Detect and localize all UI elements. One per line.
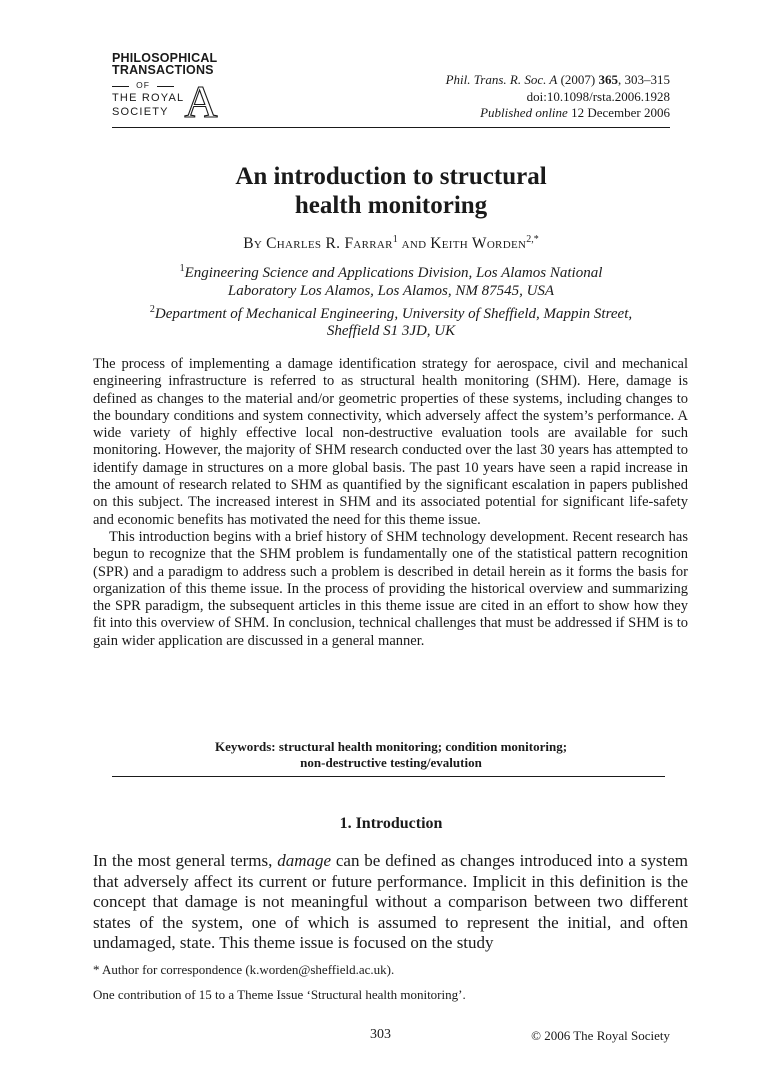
logo-text-transactions: TRANSACTIONS (112, 63, 214, 77)
citation-journal-line (446, 72, 670, 89)
affiliation-1-sup: 1 (179, 263, 185, 274)
logo-text-of: OF (112, 80, 174, 90)
published-date: 12 December 2006 (567, 105, 670, 120)
logo-letter-a-icon (180, 80, 222, 120)
logo-text-the-royal: THE ROYAL (112, 92, 185, 104)
header-divider (112, 127, 670, 128)
published-label: Published online (480, 105, 568, 120)
and-label: and (401, 235, 427, 253)
author-worden-sup: 2,* (526, 234, 539, 245)
logo-text-philosophical: PHILOSOPHICAL (112, 51, 218, 65)
intro-text-start: In the most general terms, (93, 851, 278, 870)
logo-text-society: SOCIETY (112, 106, 169, 118)
abstract-paragraph-2: This introduction begins with a brief history of SHM technology development. Recent research has begun to recognize that the SHM problem is fundamentally one of the statistical pattern recognition (SPR) and a paradigm to address such a problem is described in detail herein as it forms the basis for organization of this theme issue. In the process of providing the historical overview and summarizing the SPR paradigm, the subsequent articles in this theme issue are cited in an effort to show how they fit into this overview of SHM. In conclusion, technical challenges that must be addressed if SHM is to gain wider application are discussed in a general manner. (93, 528, 688, 649)
keywords-line-1: Keywords: structural health monitoring; condition monitoring; (214, 739, 568, 754)
affiliation-2 (96, 301, 686, 324)
affiliation-2-line-1: Department of Mechanical Engineering, University of Sheffield, Mappin Street, (154, 305, 633, 322)
author-list (112, 234, 670, 253)
affiliation-1-line-2: Laboratory Los Alamos, Los Alamos, NM 87545, USA (227, 282, 555, 299)
journal-year: (2007) (560, 72, 596, 87)
author-farrar-sup: 1 (392, 234, 398, 245)
keywords (112, 739, 670, 771)
journal-volume: 365 (598, 72, 618, 87)
svg-text:A: A (184, 80, 218, 120)
affiliations (96, 260, 686, 341)
footnote-contribution: One contribution of 15 to a Theme Issue ‘Structural health monitoring’. (93, 987, 466, 1002)
footnote-correspondence: * Author for correspondence (k.worden@sheffield.ac.uk). (93, 962, 395, 977)
author-worden: Keith Worden (430, 235, 527, 253)
affiliation-2-sup: 2 (149, 303, 155, 315)
doi: doi:10.1098/rsta.2006.1928 (526, 88, 670, 104)
journal-pages: , 303–315 (618, 72, 670, 87)
intro-text-rest: can be defined as changes introduced into a system that adversely affect its current or future performance. Implicit in this definition is the concept that damage is not meaningful without a comparison between two different states of the system, one of which is assumed to represent the initial, and often undamaged, state. This theme issue is focused on the study (93, 851, 689, 953)
paper-title (112, 162, 670, 220)
journal-name: Phil. Trans. R. Soc. A (445, 72, 558, 87)
keywords-line-2: non-destructive testing/evalution (300, 755, 482, 770)
by-label: By (243, 235, 263, 253)
published-online (446, 105, 670, 122)
page-number: 303 (370, 1027, 391, 1042)
author-farrar: Charles R. Farrar (266, 235, 393, 253)
abstract (93, 356, 688, 650)
keywords-divider (112, 776, 665, 777)
citation-header (446, 72, 670, 122)
intro-emphasis-damage: damage (277, 851, 332, 870)
section-heading-introduction: 1. Introduction (339, 815, 443, 832)
affiliation-2-line-2: Sheffield S1 3JD, UK (326, 323, 456, 340)
affiliation-1 (96, 260, 686, 283)
title-line-2: health monitoring (294, 192, 488, 219)
copyright-notice: © 2006 The Royal Society (531, 1028, 670, 1043)
affiliation-1-line-1: Engineering Science and Applications Division, Los Alamos National (184, 265, 603, 281)
abstract-paragraph-1: The process of implementing a damage identification strategy for aerospace, civil and mechanical engineering infrastructure is referred to as structural health monitoring (SHM). Here, damage is defined as changes to the material and/or geometric properties of these systems, including changes to the boundary conditions and system connectivity, which adversely affect the system’s performance. A wide variety of highly effective local non-destructive evaluation tools are available for such monitoring. However, the majority of SHM research conducted over the last 30 years has attempted to identify damage in structures on a more global basis. The past 10 years have seen a rapid increase in the amount of research related to SHM as quantified by the significant escalation in papers published on this subject. The increased interest in SHM and its associated potential for significant life-safety and economic benefits has motivated the need for this theme issue. (93, 356, 688, 528)
title-line-1: An introduction to structural (235, 163, 547, 190)
introduction-body (93, 851, 688, 954)
royal-society-logo (112, 52, 232, 124)
